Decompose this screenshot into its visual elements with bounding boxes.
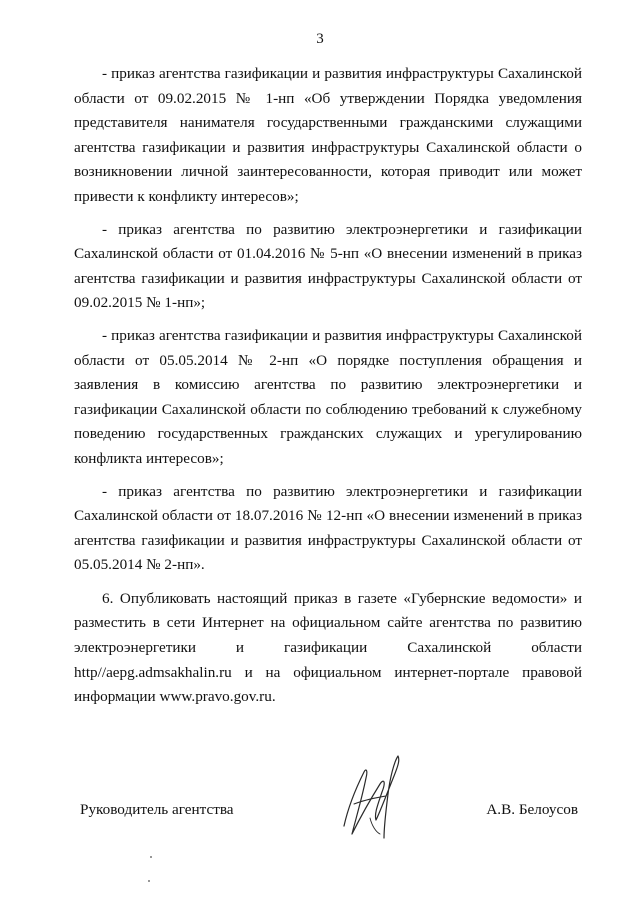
paragraph-order-4: - приказ агентства по развитию электроэнергетики и газификации Сахалинской области от 18.07.2016 № 12-нп «О внесении изменений в приказ агентства газификации и развития инфраструктуры Сахалинской области от 05.05.2014 № 2-нп». <box>74 482 582 574</box>
paragraph-order-1: - приказ агентства газификации и развития инфраструктуры Сахалинской области от 09.02.2015 № 1-нп «Об утверждении Порядка уведомления представителя нанимателя государственными гражданскими служащими агентства газификации и развития инфраструктуры Сахалинской области о возникновении личной заинтересованности, которая приводит или может привести к конфликту интересов»; <box>74 65 582 205</box>
scan-speck <box>148 880 150 882</box>
paragraph-order-3: - приказ агентства газификации и развития инфраструктуры Сахалинской области от 05.05.2014 № 2-нп «О порядке поступления обращения и заявления в комиссию агентства по развитию электроэнергетики и газификации Сахалинской области по соблюдению требований к служебному поведению государственных гражданских служащих и урегулированию конфликта интересов»; <box>74 326 582 467</box>
document-body <box>74 62 582 710</box>
scan-speck <box>150 856 152 858</box>
signatory-name: А.В. Белоусов <box>486 801 578 818</box>
signature-block <box>74 798 582 828</box>
paragraph-publish: 6. Опубликовать настоящий приказ в газете «Губернские ведомости» и разместить в сети Интернет на официальном сайте агентства по развитию электроэнергетики и газификации Сахалинской области http//aepg.admsakhalin.ru и на официальном интернет-портале правовой информации www.pravo.gov.ru. <box>74 589 582 706</box>
signatory-title: Руководитель агентства <box>80 801 234 818</box>
paragraph-order-2: - приказ агентства по развитию электроэнергетики и газификации Сахалинской области от 01.04.2016 № 5-нп «О внесении изменений в приказ агентства газификации и развития инфраструктуры Сахалинской области от 09.02.2015 № 1-нп»; <box>74 220 582 312</box>
page-number: 3 <box>316 31 324 47</box>
